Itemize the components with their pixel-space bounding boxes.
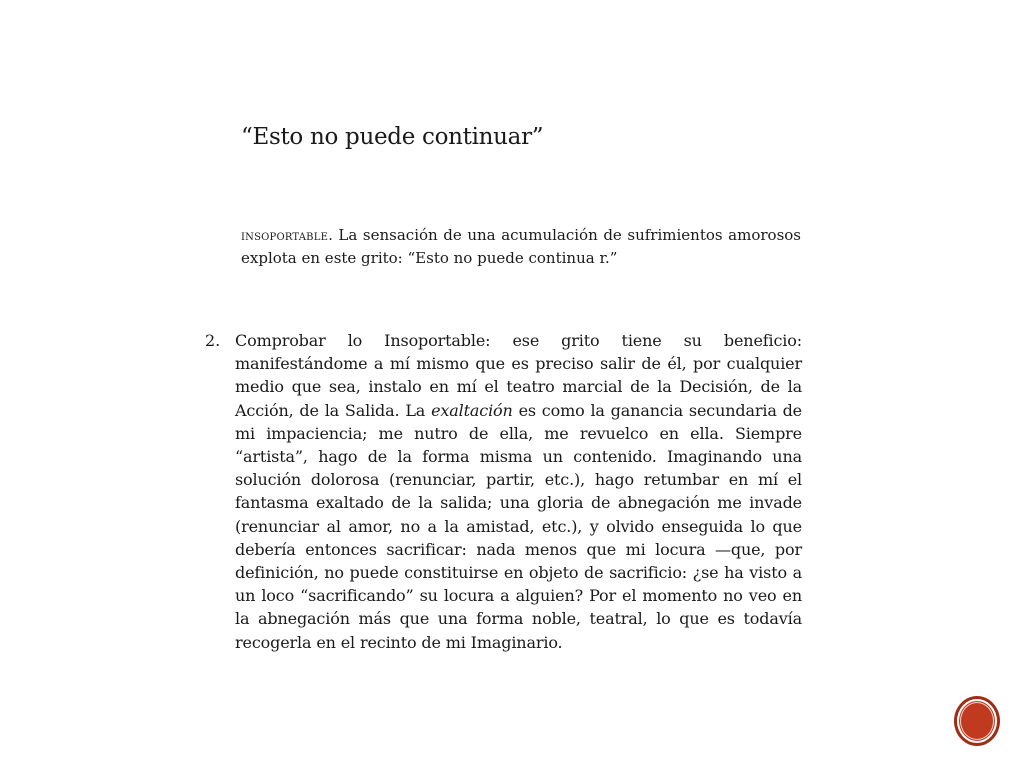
next-slide-button[interactable] bbox=[957, 699, 997, 743]
definition-paragraph bbox=[241, 224, 801, 269]
next-slide-circle-icon bbox=[960, 702, 994, 740]
item-text-before: Comprobar lo Insoportable: ese grito tiene su beneficio: manifestándome a mí mismo que es preciso salir de él, por cualquier medio que sea, instalo en mí el teatro marcial de la Decisión, de la Acción, de la Salida. La bbox=[235, 331, 802, 420]
definition-text: . La sensación de una acumulación de sufrimientos amorosos explota en este grito: “Esto no puede continua r.” bbox=[241, 226, 801, 267]
item-emphasis: exaltación bbox=[431, 400, 513, 420]
item-text-after: es como la ganancia secundaria de mi impaciencia; me nutro de ella, me revuelco en ella. Siempre “artista”, hago de la forma misma un contenido. Imaginando una solución dolorosa (renunciar, partir, etc.), hago retumbar en mí el fantasma exaltado de la salida; una gloria de abnegación me invade (renunciar al amor, no a la amistad, etc.), y olvido enseguida lo que debería entonces sacrificar: nada menos que mi locura —que, por definición, no puede constituirse en objeto de sacrificio: ¿se ha visto a un loco “sacrificando” su locura a alguien? Por el momento no veo en la abnegación más que una forma noble, teatral, lo que es todavía recogerla en el recinto de mi Imaginario. bbox=[235, 400, 802, 652]
item-number: 2. bbox=[205, 331, 221, 350]
slide-title: “Esto no puede continuar” bbox=[241, 124, 544, 150]
item-text bbox=[235, 329, 802, 654]
definition-term: insoportable bbox=[241, 228, 329, 244]
